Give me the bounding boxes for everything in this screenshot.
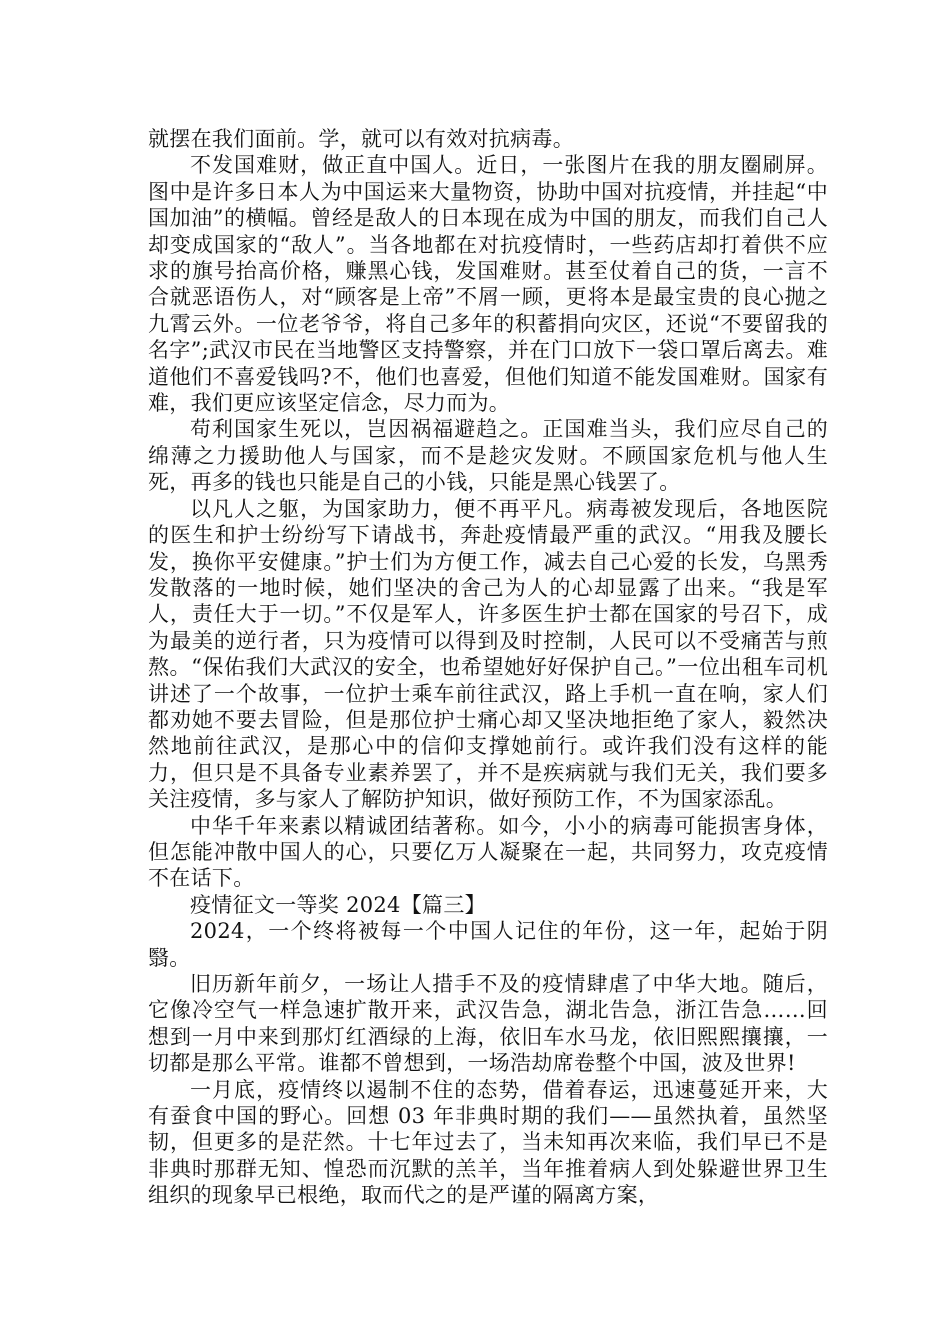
section-heading: 疫情征文一等奖 2024【篇三】 xyxy=(190,892,486,917)
paragraph: 旧历新年前夕，一场让人措手不及的疫情肆虐了中华大地。随后，它像冷空气一样急速扩散开来，武汉告急，湖北告急，浙江告急……回想到一月中来到那灯红酒绿的上海，依旧车水马龙，依旧熙熙攘攘，一切都是那么平常。谁都不曾想到，一场浩劫席卷整个中国，波及世界! xyxy=(148,972,828,1076)
paragraph-continued: 就摆在我们面前。学，就可以有效对抗病毒。 xyxy=(148,127,574,151)
paragraph: 中华千年来素以精诚团结著称。如今，小小的病毒可能损害身体，但怎能冲散中国人的心，只要亿万人凝聚在一起，共同努力，攻克疫情不在话下。 xyxy=(148,813,828,891)
paragraph: 不发国难财，做正直中国人。近日，一张图片在我的朋友圈刷屏。图中是许多日本人为中国运来大量物资，协助中国对抗疫情，并挂起“中国加油”的横幅。曾经是敌人的日本现在成为中国的朋友，而我们自己人却变成国家的“敌人”。当各地都在对抗疫情时，一些药店却打着供不应求的旗号抬高价格，赚黑心钱，发国难财。甚至仗着自己的货，一言不合就恶语伤人，对“顾客是上帝”不屑一顾，更将本是最宝贵的良心抛之九霄云外。一位老爷爷，将自己多年的积蓄捐向灾区，还说“不要留我的名字”;武汉市民在当地警区支持警察，并在门口放下一袋口罩后离去。难道他们不喜爱钱吗?不，他们也喜爱，但他们知道不能发国难财。国家有难，我们更应该坚定信念，尽力而为。 xyxy=(148,153,828,416)
paragraph: 一月底，疫情终以遏制不住的态势，借着春运，迅速蔓延开来，大有蚕食中国的野心。回想 03 年非典时期的我们——虽然执着，虽然坚韧，但更多的是茫然。十七年过去了，当未知再次来临，我们早已不是非典时那群无知、惶恐而沉默的羔羊，当年推着病人到处躲避世界卫生组织的现象早已根绝，取而代之的是严谨的隔离方案， xyxy=(148,1077,828,1208)
document-body xyxy=(148,126,828,1209)
paragraph: 苟利国家生死以，岂因祸福避趋之。正国难当头，我们应尽自己的绵薄之力援助他人与国家，而不是趁灾发财。不顾国家危机与他人生死，再多的钱也只能是自己的小钱，只能是黑心钱罢了。 xyxy=(148,417,828,495)
paragraph: 2024，一个终将被每一个中国人记住的年份，这一年，起始于阴翳。 xyxy=(148,919,828,970)
paragraph: 以凡人之躯，为国家助力，便不再平凡。病毒被发现后，各地医院的医生和护士纷纷写下请战书，奔赴疫情最严重的武汉。“用我及腰长发，换你平安健康。”护士们为方便工作，减去自己心爱的长发，乌黑秀发散落的一地时候，她们坚决的舍己为人的心却显露了出来。“我是军人，责任大于一切。”不仅是军人，许多医生护士都在国家的号召下，成为最美的逆行者，只为疫情可以得到及时控制，人民可以不受痛苦与煎熬。“保佑我们大武汉的安全，也希望她好好保护自己。”一位出租车司机讲述了一个故事，一位护士乘车前往武汉，路上手机一直在响，家人们都劝她不要去冒险，但是那位护士痛心却又坚决地拒绝了家人，毅然决然地前往武汉，是那心中的信仰支撑她前行。或许我们没有这样的能力，但只是不具备专业素养罢了，并不是疾病就与我们无关，我们要多关注疫情，多与家人了解防护知识，做好预防工作，不为国家添乱。 xyxy=(148,496,828,812)
